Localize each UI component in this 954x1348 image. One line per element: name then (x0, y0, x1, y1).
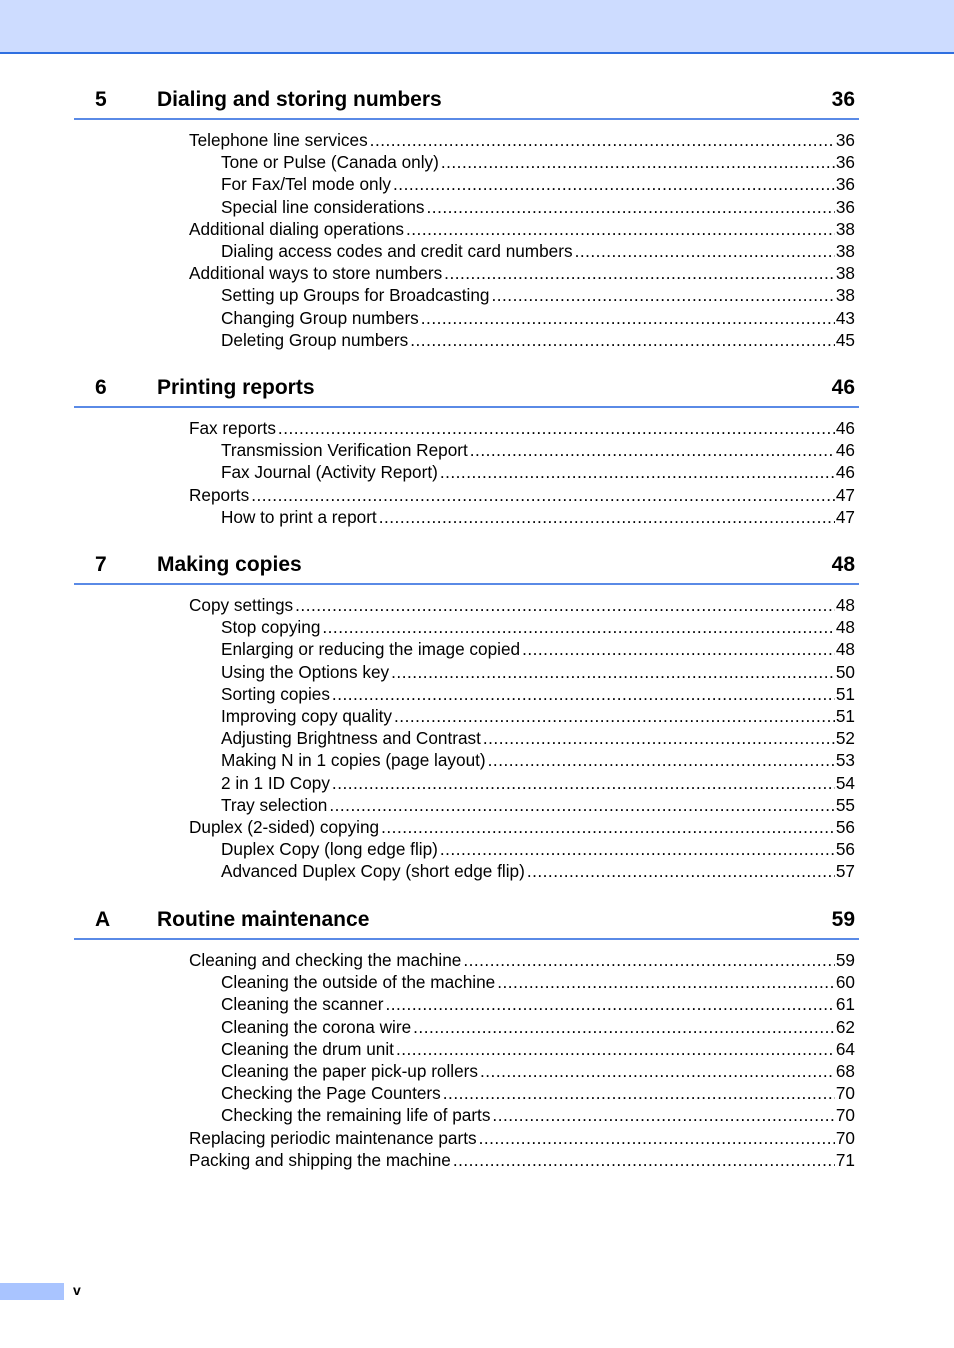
toc-entry[interactable] (74, 816, 855, 838)
dot-leader (470, 439, 835, 461)
toc-entry[interactable] (74, 661, 855, 683)
entry-title: Duplex (2-sided) copying (189, 816, 380, 837)
section-page-number: 59 (831, 908, 855, 931)
entry-title: Additional ways to store numbers (189, 263, 443, 284)
dot-leader (379, 506, 835, 528)
entry-page-number: 36 (835, 174, 855, 195)
section-title: Dialing and storing numbers (157, 88, 442, 111)
dot-leader (575, 240, 835, 262)
entry-title: Cleaning the scanner (221, 994, 384, 1015)
entry-page-number: 52 (835, 728, 855, 749)
entry-page-number: 36 (835, 130, 855, 150)
dot-leader (443, 1082, 835, 1104)
toc-entry[interactable] (74, 329, 855, 351)
dot-leader (453, 1149, 835, 1171)
section-page-number: 48 (831, 553, 855, 576)
toc-entry[interactable] (74, 638, 855, 660)
dot-leader (440, 838, 835, 860)
dot-leader (413, 1016, 835, 1038)
section-page-number: 36 (831, 88, 855, 111)
section-page-number: 46 (831, 376, 855, 399)
entry-page-number: 68 (835, 1060, 855, 1081)
toc-entry[interactable] (74, 461, 855, 483)
toc-entry[interactable] (74, 262, 855, 284)
section-entries (74, 594, 859, 882)
dot-leader (427, 196, 835, 218)
toc-entry[interactable] (74, 1016, 855, 1038)
entry-page-number: 64 (835, 1038, 855, 1059)
entry-page-number: 48 (835, 617, 855, 638)
toc-entry[interactable] (74, 173, 855, 195)
section-number: 7 (95, 553, 107, 576)
dot-leader (483, 727, 835, 749)
dot-leader (444, 262, 835, 284)
entry-title: Improving copy quality (221, 705, 393, 726)
toc-entry[interactable] (74, 1060, 855, 1082)
entry-title: Duplex Copy (long edge flip) (221, 839, 438, 860)
entry-title: Setting up Groups for Broadcasting (221, 285, 490, 306)
dot-leader (497, 971, 835, 993)
dot-leader (394, 705, 835, 727)
entry-title: Stop copying (221, 617, 321, 638)
entry-title: Sorting copies (221, 683, 330, 704)
section-title: Printing reports (157, 376, 315, 399)
dot-leader (440, 461, 835, 483)
toc-entry[interactable] (74, 727, 855, 749)
entry-page-number: 48 (835, 595, 855, 615)
dot-leader (492, 1104, 834, 1126)
entry-title: Dialing access codes and credit card numbers (221, 240, 573, 261)
section-heading[interactable] (74, 376, 859, 408)
entry-page-number: 38 (835, 285, 855, 306)
entry-page-number: 71 (835, 1149, 855, 1170)
toc-entry[interactable] (74, 971, 855, 993)
entry-title: For Fax/Tel mode only (221, 174, 392, 195)
entry-title: Enlarging or reducing the image copied (221, 639, 521, 660)
footer-page-number: v (73, 1282, 81, 1298)
entry-page-number: 36 (835, 152, 855, 173)
entry-page-number: 48 (835, 639, 855, 660)
entry-page-number: 43 (835, 307, 855, 328)
toc-entry[interactable] (74, 484, 855, 506)
entry-page-number: 70 (835, 1127, 855, 1148)
entry-page-number: 70 (835, 1105, 855, 1126)
entry-page-number: 51 (835, 705, 855, 726)
entry-page-number: 53 (835, 750, 855, 771)
entry-page-number: 38 (835, 240, 855, 261)
entry-title: Checking the Page Counters (221, 1083, 441, 1104)
toc-entry[interactable] (74, 993, 855, 1015)
section-title: Routine maintenance (157, 908, 370, 931)
dot-leader (527, 860, 835, 882)
toc-entry[interactable] (74, 284, 855, 306)
entry-title: 2 in 1 ID Copy (221, 772, 330, 793)
entry-title: Cleaning the paper pick-up rollers (221, 1060, 478, 1081)
toc-entry[interactable] (74, 949, 855, 971)
entry-page-number: 56 (835, 839, 855, 860)
toc-entry[interactable] (74, 860, 855, 882)
toc-entry[interactable] (74, 218, 855, 240)
toc-section (74, 376, 859, 528)
dot-leader (421, 307, 835, 329)
toc-entry[interactable] (74, 705, 855, 727)
entry-page-number: 38 (835, 263, 855, 284)
dot-leader (329, 794, 835, 816)
toc-entry[interactable] (74, 1082, 855, 1104)
footer-page-tab (0, 1283, 64, 1300)
entry-title: Checking the remaining life of parts (221, 1105, 491, 1126)
section-entries (74, 129, 859, 351)
entry-title: Using the Options key (221, 661, 390, 682)
entry-page-number: 59 (835, 950, 855, 970)
toc-entry[interactable] (74, 196, 855, 218)
toc-entry[interactable] (74, 683, 855, 705)
toc-entry[interactable] (74, 1104, 855, 1126)
dot-leader (479, 1127, 835, 1149)
entry-page-number: 55 (835, 794, 855, 815)
entry-title: Cleaning the corona wire (221, 1016, 412, 1037)
entry-page-number: 70 (835, 1083, 855, 1104)
header-band (0, 0, 954, 54)
dot-leader (332, 683, 835, 705)
dot-leader (251, 484, 835, 506)
entry-title: Tone or Pulse (Canada only) (221, 152, 439, 173)
dot-leader (522, 638, 835, 660)
toc-entry[interactable] (74, 240, 855, 262)
section-number: 6 (95, 376, 107, 399)
toc-entry[interactable] (74, 1038, 855, 1060)
toc-entry[interactable] (74, 439, 855, 461)
toc-entry[interactable] (74, 838, 855, 860)
section-title: Making copies (157, 553, 302, 576)
dot-leader (391, 661, 835, 683)
entry-title: Deleting Group numbers (221, 329, 409, 350)
section-entries (74, 417, 859, 528)
entry-title: Advanced Duplex Copy (short edge flip) (221, 861, 525, 882)
entry-page-number: 50 (835, 661, 855, 682)
entry-page-number: 46 (835, 462, 855, 483)
toc-entry[interactable] (74, 772, 855, 794)
dot-leader (370, 129, 835, 151)
entry-title: Transmission Verification Report (221, 440, 468, 461)
toc-section (74, 88, 859, 351)
entry-page-number: 54 (835, 772, 855, 793)
entry-title: Changing Group numbers (221, 307, 419, 328)
section-heading[interactable] (74, 908, 859, 940)
entry-title: Adjusting Brightness and Contrast (221, 728, 481, 749)
dot-leader (295, 594, 835, 616)
entry-page-number: 47 (835, 484, 855, 505)
entry-title: Cleaning the drum unit (221, 1038, 394, 1059)
toc-section (74, 908, 859, 1171)
entry-page-number: 46 (835, 418, 855, 438)
section-number: 5 (95, 88, 107, 111)
toc-entry[interactable] (74, 129, 855, 151)
entry-title: Special line considerations (221, 196, 425, 217)
entry-title: Making N in 1 copies (page layout) (221, 750, 486, 771)
dot-leader (463, 949, 835, 971)
entry-page-number: 56 (835, 816, 855, 837)
toc-entry[interactable] (74, 1149, 855, 1171)
entry-title: Fax reports (189, 418, 276, 438)
entry-title: Telephone line services (189, 130, 368, 150)
entry-page-number: 47 (835, 506, 855, 527)
toc-entry[interactable] (74, 616, 855, 638)
section-heading[interactable] (74, 553, 859, 585)
entry-title: Packing and shipping the machine (189, 1149, 451, 1170)
entry-page-number: 62 (835, 1016, 855, 1037)
entry-title: Copy settings (189, 595, 294, 615)
entry-title: Cleaning the outside of the machine (221, 972, 496, 993)
entry-page-number: 46 (835, 440, 855, 461)
toc-entry[interactable] (74, 506, 855, 528)
entry-page-number: 60 (835, 972, 855, 993)
dot-leader (322, 616, 835, 638)
toc-entry[interactable] (74, 794, 855, 816)
dot-leader (491, 284, 834, 306)
entry-title: Tray selection (221, 794, 328, 815)
entry-page-number: 61 (835, 994, 855, 1015)
dot-leader (441, 151, 835, 173)
toc-entry[interactable] (74, 151, 855, 173)
section-entries (74, 949, 859, 1171)
dot-leader (396, 1038, 835, 1060)
entry-title: Reports (189, 484, 250, 505)
entry-page-number: 57 (835, 861, 855, 882)
dot-leader (381, 816, 835, 838)
dot-leader (406, 218, 835, 240)
dot-leader (410, 329, 835, 351)
section-number: A (95, 908, 111, 931)
dot-leader (488, 749, 835, 771)
toc-entry[interactable] (74, 307, 855, 329)
dot-leader (332, 772, 835, 794)
dot-leader (393, 173, 835, 195)
entry-page-number: 51 (835, 683, 855, 704)
section-heading[interactable] (74, 88, 859, 120)
entry-page-number: 38 (835, 218, 855, 239)
dot-leader (480, 1060, 835, 1082)
toc-entry[interactable] (74, 594, 855, 616)
entry-page-number: 45 (835, 329, 855, 350)
entry-title: Cleaning and checking the machine (189, 950, 462, 970)
dot-leader (385, 993, 834, 1015)
toc-section (74, 553, 859, 882)
toc-entry[interactable] (74, 749, 855, 771)
entry-title: Replacing periodic maintenance parts (189, 1127, 477, 1148)
toc-entry[interactable] (74, 417, 855, 439)
entry-page-number: 36 (835, 196, 855, 217)
dot-leader (278, 417, 835, 439)
entry-title: Additional dialing operations (189, 218, 404, 239)
toc-entry[interactable] (74, 1127, 855, 1149)
entry-title: How to print a report (221, 506, 377, 527)
entry-title: Fax Journal (Activity Report) (221, 462, 438, 483)
